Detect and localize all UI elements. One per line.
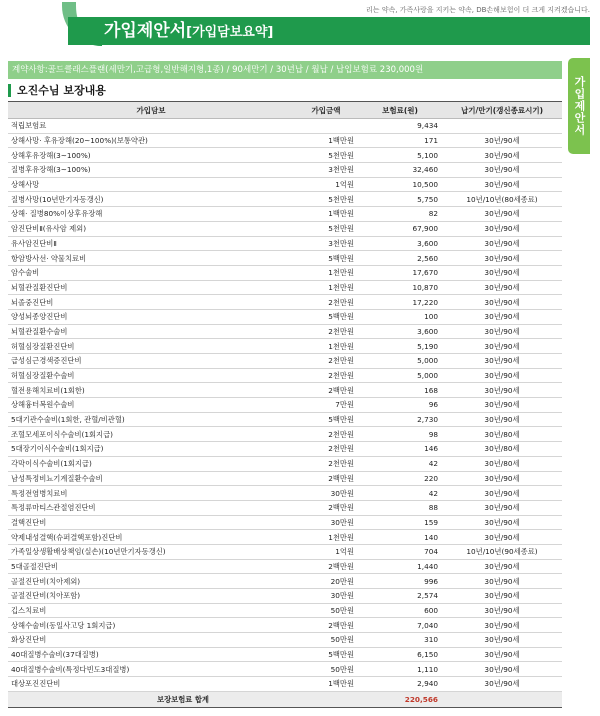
page-title: [104, 18, 273, 46]
table-body: [8, 119, 562, 692]
coverage-amount: 50만원: [294, 603, 358, 618]
coverage-premium: 3,600: [358, 236, 442, 251]
coverage-premium: 159: [358, 515, 442, 530]
coverage-amount: 2백만원: [294, 383, 358, 398]
coverage-premium: 3,600: [358, 324, 442, 339]
coverage-name: 각막이식수술비(1회지급): [8, 456, 294, 471]
coverage-term: 30년/90세: [442, 177, 562, 192]
coverage-term: 30년/90세: [442, 207, 562, 222]
table-row: [8, 618, 562, 633]
table-row: [8, 221, 562, 236]
coverage-term: 30년/90세: [442, 589, 562, 604]
coverage-premium: 88: [358, 500, 442, 515]
coverage-term: 30년/90세: [442, 647, 562, 662]
coverage-term: 10년/10년(90세종료): [442, 544, 562, 559]
total-empty: [442, 691, 562, 707]
coverage-amount: [294, 119, 358, 134]
top-note: 리는 약속, 가족사랑을 지키는 약속, DB손해보험이 더 크게 지켜겠습니다.: [365, 6, 590, 14]
coverage-amount: 1백만원: [294, 207, 358, 222]
coverage-term: 30년/90세: [442, 677, 562, 692]
coverage-name: 골절진단비(치아포함): [8, 589, 294, 604]
col-header-term: 납기/만기(갱신종료시기): [442, 102, 562, 119]
coverage-premium: 1,440: [358, 559, 442, 574]
coverage-term: 30년/90세: [442, 515, 562, 530]
coverage-term: 10년/10년(80세종료): [442, 192, 562, 207]
coverage-amount: 1천만원: [294, 280, 358, 295]
coverage-amount: 30만원: [294, 486, 358, 501]
coverage-amount: 2천만원: [294, 354, 358, 369]
table-row: [8, 677, 562, 692]
coverage-name: 40대질병수술비(특정다빈도3대질병): [8, 662, 294, 677]
coverage-name: 상해흉터복원수술비: [8, 398, 294, 413]
table-row: [8, 280, 562, 295]
coverage-term: 30년/90세: [442, 618, 562, 633]
coverage-name: 뇌혈관질환수술비: [8, 324, 294, 339]
coverage-premium: 42: [358, 456, 442, 471]
coverage-amount: 5백만원: [294, 412, 358, 427]
coverage-term: 30년/90세: [442, 309, 562, 324]
coverage-name: 급성심근경색증진단비: [8, 354, 294, 369]
coverage-term: 30년/90세: [442, 163, 562, 178]
coverage-name: 상해수술비(동일사고당 1회지급): [8, 618, 294, 633]
coverage-term: 30년/90세: [442, 500, 562, 515]
coverage-amount: 2백만원: [294, 471, 358, 486]
coverage-amount: 2천만원: [294, 427, 358, 442]
coverage-premium: 82: [358, 207, 442, 222]
coverage-premium: 17,220: [358, 295, 442, 310]
coverage-amount: 1억원: [294, 544, 358, 559]
coverage-name: 특정류마티스관절염진단비: [8, 500, 294, 515]
coverage-amount: 1천만원: [294, 339, 358, 354]
coverage-amount: 1천만원: [294, 265, 358, 280]
table-row: [8, 339, 562, 354]
coverage-term: 30년/90세: [442, 530, 562, 545]
coverage-name: 상해후유장해(3~100%): [8, 148, 294, 163]
table-row: [8, 647, 562, 662]
page-subtitle: [가입담보요약]: [186, 25, 274, 40]
table-row: [8, 295, 562, 310]
coverage-term: 30년/90세: [442, 633, 562, 648]
table-row: [8, 383, 562, 398]
coverage-term: 30년/90세: [442, 339, 562, 354]
coverage-premium: 1,110: [358, 662, 442, 677]
table-row: [8, 603, 562, 618]
coverage-name: 허혈심장질환진단비: [8, 339, 294, 354]
coverage-name: 5대기관수술비(1회한, 관혈/비관혈): [8, 412, 294, 427]
coverage-term: 30년/90세: [442, 295, 562, 310]
coverage-term: 30년/90세: [442, 251, 562, 266]
coverage-term: 30년/90세: [442, 265, 562, 280]
coverage-amount: 7만원: [294, 398, 358, 413]
coverage-name: 상해· 질병80%이상후유장해: [8, 207, 294, 222]
coverage-term: 30년/90세: [442, 559, 562, 574]
coverage-amount: 2천만원: [294, 442, 358, 457]
coverage-premium: 10,500: [358, 177, 442, 192]
coverage-name: 조혈모세포이식수술비(1회지급): [8, 427, 294, 442]
coverage-amount: 1백만원: [294, 133, 358, 148]
coverage-amount: 3천만원: [294, 236, 358, 251]
table-row: [8, 427, 562, 442]
coverage-name: 암진단비Ⅱ(유사암 제외): [8, 221, 294, 236]
coverage-name: 유사암진단비Ⅱ: [8, 236, 294, 251]
coverage-premium: 67,900: [358, 221, 442, 236]
table-row: [8, 368, 562, 383]
coverage-name: 질병사망(10년만기자동갱신): [8, 192, 294, 207]
coverage-term: 30년/90세: [442, 354, 562, 369]
table-row: [8, 589, 562, 604]
coverage-premium: 146: [358, 442, 442, 457]
table-row: [8, 148, 562, 163]
coverage-premium: 5,750: [358, 192, 442, 207]
coverage-amount: 5천만원: [294, 192, 358, 207]
coverage-premium: 2,730: [358, 412, 442, 427]
coverage-amount: 5백만원: [294, 647, 358, 662]
table-row: [8, 574, 562, 589]
coverage-premium: 168: [358, 383, 442, 398]
coverage-amount: 3천만원: [294, 163, 358, 178]
table-row: [8, 544, 562, 559]
coverage-amount: 2백만원: [294, 618, 358, 633]
coverage-name: 허혈심장질환수술비: [8, 368, 294, 383]
table-row: [8, 177, 562, 192]
coverage-amount: 2천만원: [294, 295, 358, 310]
page-title-main: 가입제안서: [104, 21, 187, 41]
coverage-term: 30년/90세: [442, 221, 562, 236]
table-row: [8, 500, 562, 515]
col-header-premium: 보험료(원): [358, 102, 442, 119]
coverage-amount: 2천만원: [294, 456, 358, 471]
table-row: [8, 412, 562, 427]
coverage-amount: 50만원: [294, 662, 358, 677]
table-row: [8, 133, 562, 148]
coverage-premium: 6,150: [358, 647, 442, 662]
coverage-name: 상해사망· 후유장해(20~100%)(보통약관): [8, 133, 294, 148]
coverage-name: 혈전용해치료비(1회한): [8, 383, 294, 398]
coverage-amount: 1천만원: [294, 530, 358, 545]
coverage-name: 골절진단비(치아제외): [8, 574, 294, 589]
coverage-term: 30년/90세: [442, 471, 562, 486]
table-row: [8, 207, 562, 222]
coverage-term: [442, 119, 562, 134]
coverage-term: 30년/80세: [442, 442, 562, 457]
coverage-name: 뇌혈관질환진단비: [8, 280, 294, 295]
table-row: [8, 456, 562, 471]
section-title: 오진수님 보장내용: [8, 84, 106, 97]
coverage-amount: 1백만원: [294, 677, 358, 692]
coverage-amount: 30만원: [294, 589, 358, 604]
table-row: [8, 309, 562, 324]
coverage-term: 30년/90세: [442, 603, 562, 618]
coverage-premium: 220: [358, 471, 442, 486]
table-row: [8, 530, 562, 545]
coverage-name: 암수술비: [8, 265, 294, 280]
coverage-name: 40대질병수술비(37대질병): [8, 647, 294, 662]
coverage-term: 30년/90세: [442, 236, 562, 251]
coverage-premium: 32,460: [358, 163, 442, 178]
table-row: [8, 398, 562, 413]
coverage-name: 5대골절진단비: [8, 559, 294, 574]
coverage-premium: 2,560: [358, 251, 442, 266]
coverage-amount: 5천만원: [294, 221, 358, 236]
coverage-name: 뇌졸중진단비: [8, 295, 294, 310]
coverage-name: 특정전염병치료비: [8, 486, 294, 501]
table-row: [8, 442, 562, 457]
table-row: [8, 163, 562, 178]
coverage-amount: 20만원: [294, 574, 358, 589]
coverage-premium: 5,000: [358, 368, 442, 383]
coverage-premium: 310: [358, 633, 442, 648]
coverage-term: 30년/90세: [442, 486, 562, 501]
coverage-amount: 50만원: [294, 633, 358, 648]
contract-summary: 계약사항:골드클래스플랜(세만기,고급형,일반해지형,1종) / 90세만기 / 30년납 / 월납 / 납입보험료 230,000원: [8, 61, 562, 79]
coverage-term: 30년/90세: [442, 398, 562, 413]
total-label: 보장보험료 합계: [8, 691, 358, 707]
table-row: [8, 486, 562, 501]
coverage-premium: 5,190: [358, 339, 442, 354]
coverage-table: [8, 101, 562, 708]
table-row: [8, 662, 562, 677]
coverage-name: 상해사망: [8, 177, 294, 192]
coverage-amount: 2천만원: [294, 368, 358, 383]
coverage-premium: 5,000: [358, 354, 442, 369]
table-row: [8, 633, 562, 648]
coverage-premium: 7,040: [358, 618, 442, 633]
coverage-amount: 30만원: [294, 515, 358, 530]
coverage-name: 양성뇌종양진단비: [8, 309, 294, 324]
coverage-premium: 10,870: [358, 280, 442, 295]
coverage-premium: 96: [358, 398, 442, 413]
coverage-name: 질병후유장해(3~100%): [8, 163, 294, 178]
table-row: [8, 324, 562, 339]
coverage-amount: 5천만원: [294, 148, 358, 163]
table-row: [8, 354, 562, 369]
table-row: [8, 236, 562, 251]
coverage-term: 30년/80세: [442, 456, 562, 471]
coverage-term: 30년/90세: [442, 280, 562, 295]
coverage-premium: 600: [358, 603, 442, 618]
coverage-amount: 5백만원: [294, 309, 358, 324]
total-value: 220,566: [358, 691, 442, 707]
coverage-premium: 171: [358, 133, 442, 148]
coverage-name: 가족일상생활배상책임(실손)(10년만기자동갱신): [8, 544, 294, 559]
coverage-premium: 2,940: [358, 677, 442, 692]
coverage-term: 30년/90세: [442, 412, 562, 427]
coverage-name: 약제내성결핵(슈퍼결핵포함)진단비: [8, 530, 294, 545]
col-header-coverage: 가입담보: [8, 102, 294, 119]
coverage-amount: 2천만원: [294, 324, 358, 339]
coverage-name: 대상포진진단비: [8, 677, 294, 692]
total-row: [8, 691, 562, 707]
coverage-term: 30년/80세: [442, 427, 562, 442]
table-row: [8, 515, 562, 530]
coverage-premium: 2,574: [358, 589, 442, 604]
coverage-amount: 1억원: [294, 177, 358, 192]
coverage-term: 30년/90세: [442, 383, 562, 398]
table-row: [8, 251, 562, 266]
coverage-term: 30년/90세: [442, 133, 562, 148]
coverage-term: 30년/90세: [442, 324, 562, 339]
table-header-row: [8, 102, 562, 119]
coverage-premium: 140: [358, 530, 442, 545]
coverage-term: 30년/90세: [442, 574, 562, 589]
coverage-premium: 100: [358, 309, 442, 324]
coverage-premium: 42: [358, 486, 442, 501]
coverage-name: 5대장기이식수술비(1회지급): [8, 442, 294, 457]
coverage-name: 깁스치료비: [8, 603, 294, 618]
coverage-name: 남성특정비뇨기계질환수술비: [8, 471, 294, 486]
coverage-term: 30년/90세: [442, 148, 562, 163]
coverage-term: 30년/90세: [442, 662, 562, 677]
coverage-term: 30년/90세: [442, 368, 562, 383]
coverage-premium: 98: [358, 427, 442, 442]
coverage-premium: 17,670: [358, 265, 442, 280]
coverage-premium: 996: [358, 574, 442, 589]
col-header-amount: 가입금액: [294, 102, 358, 119]
coverage-premium: 704: [358, 544, 442, 559]
coverage-name: 적립보험료: [8, 119, 294, 134]
table-row: [8, 192, 562, 207]
coverage-amount: 5백만원: [294, 251, 358, 266]
coverage-premium: 9,434: [358, 119, 442, 134]
side-tab[interactable]: 가입제안서: [568, 58, 590, 154]
table-row: [8, 265, 562, 280]
coverage-name: 항암방사선· 약물치료비: [8, 251, 294, 266]
coverage-name: 화상진단비: [8, 633, 294, 648]
coverage-premium: 5,100: [358, 148, 442, 163]
coverage-amount: 2백만원: [294, 559, 358, 574]
coverage-amount: 2백만원: [294, 500, 358, 515]
table-row: [8, 559, 562, 574]
table-row: [8, 471, 562, 486]
coverage-name: 결핵진단비: [8, 515, 294, 530]
table-row: [8, 119, 562, 134]
